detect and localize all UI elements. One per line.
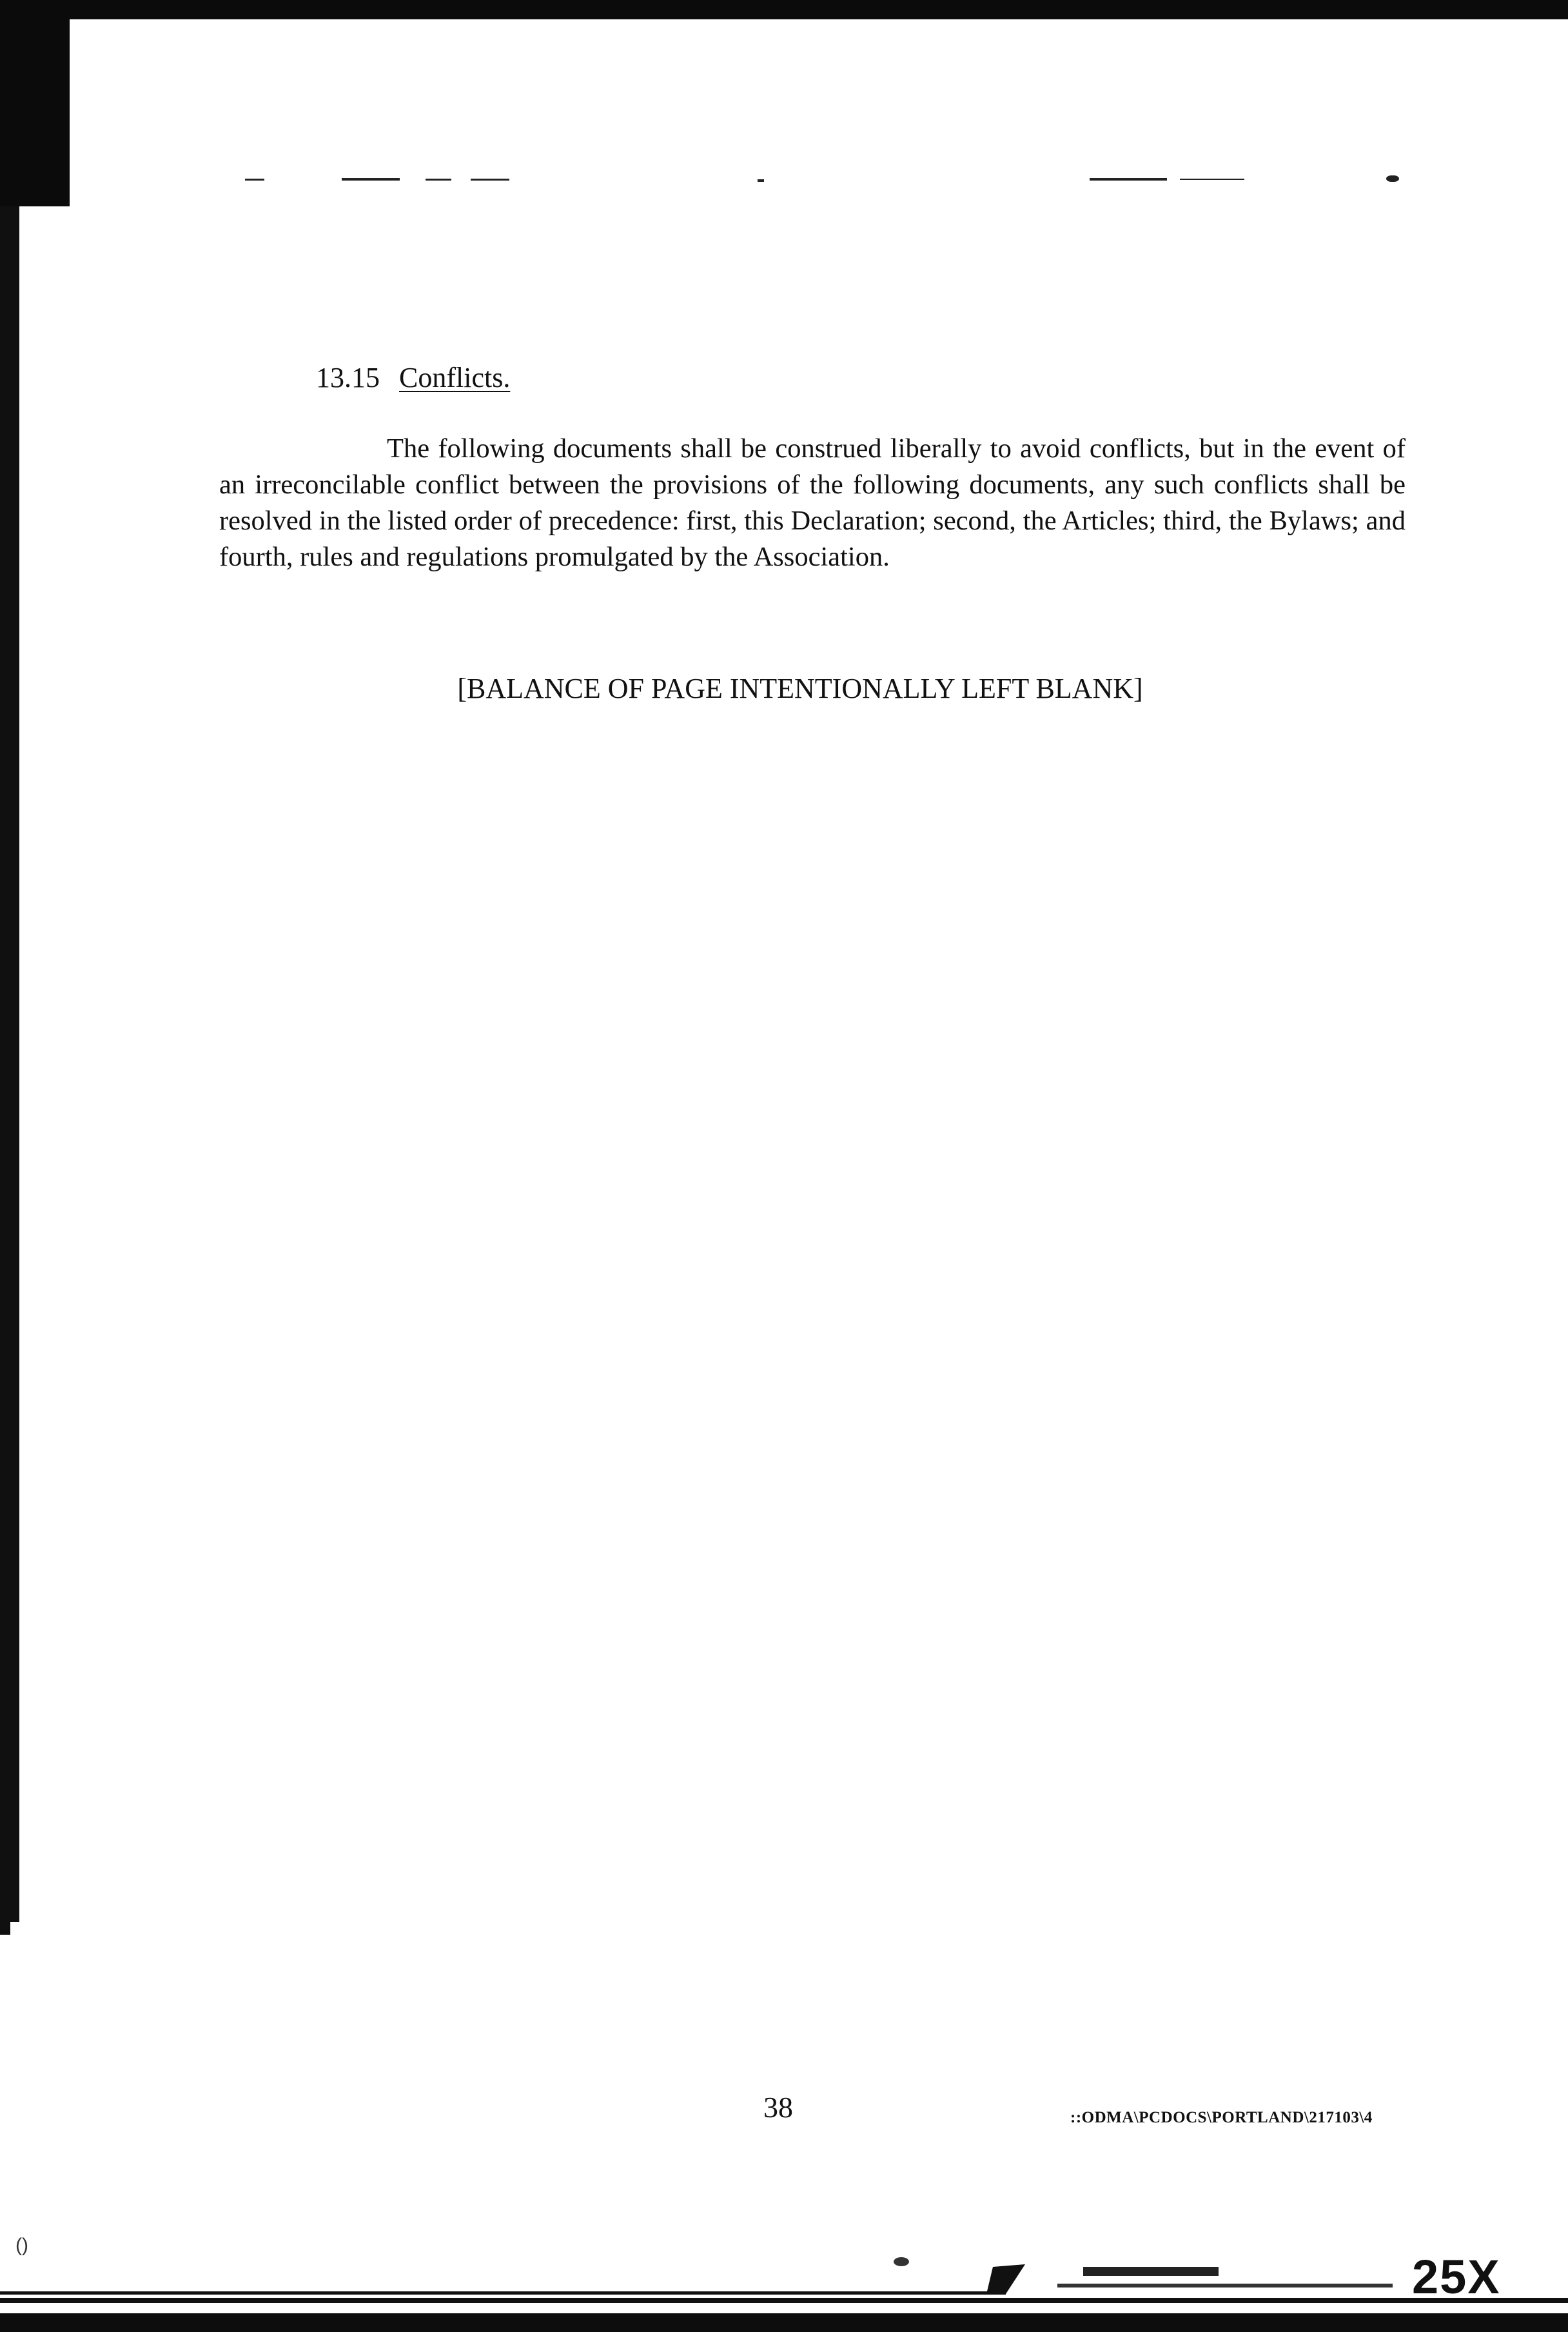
scan-top-border bbox=[0, 0, 1568, 19]
scan-header-noise bbox=[232, 173, 1444, 186]
scan-left-border bbox=[0, 206, 19, 1922]
section-number: 13.15 bbox=[316, 362, 380, 393]
document-path: ::ODMA\PCDOCS\PORTLAND\217103\4 bbox=[1070, 2109, 1373, 2126]
blank-page-notice: [BALANCE OF PAGE INTENTIONALLY LEFT BLANK] bbox=[457, 673, 1143, 704]
section-heading bbox=[316, 359, 510, 397]
section-title: Conflicts. bbox=[399, 362, 511, 393]
scan-left-corner bbox=[0, 0, 70, 206]
scan-bottom-border bbox=[0, 2241, 1568, 2332]
scan-corner-mark: () bbox=[15, 2235, 28, 2256]
body-paragraph: The following documents shall be construed liberally to avoid conflicts, but in the event of an irreconcilable conflict between the provisions of the following documents, any such conflicts shall be resolved in the listed order of precedence: first, this Declaration; second, the Articles; third, the Bylaws; and fourth, rules and regulations promulgated by the Association. bbox=[219, 433, 1406, 572]
page-number: 38 bbox=[763, 2091, 793, 2124]
scan-left-border-tail bbox=[0, 1922, 10, 1935]
scan-stamp-text: 25X bbox=[1412, 2250, 1501, 2304]
